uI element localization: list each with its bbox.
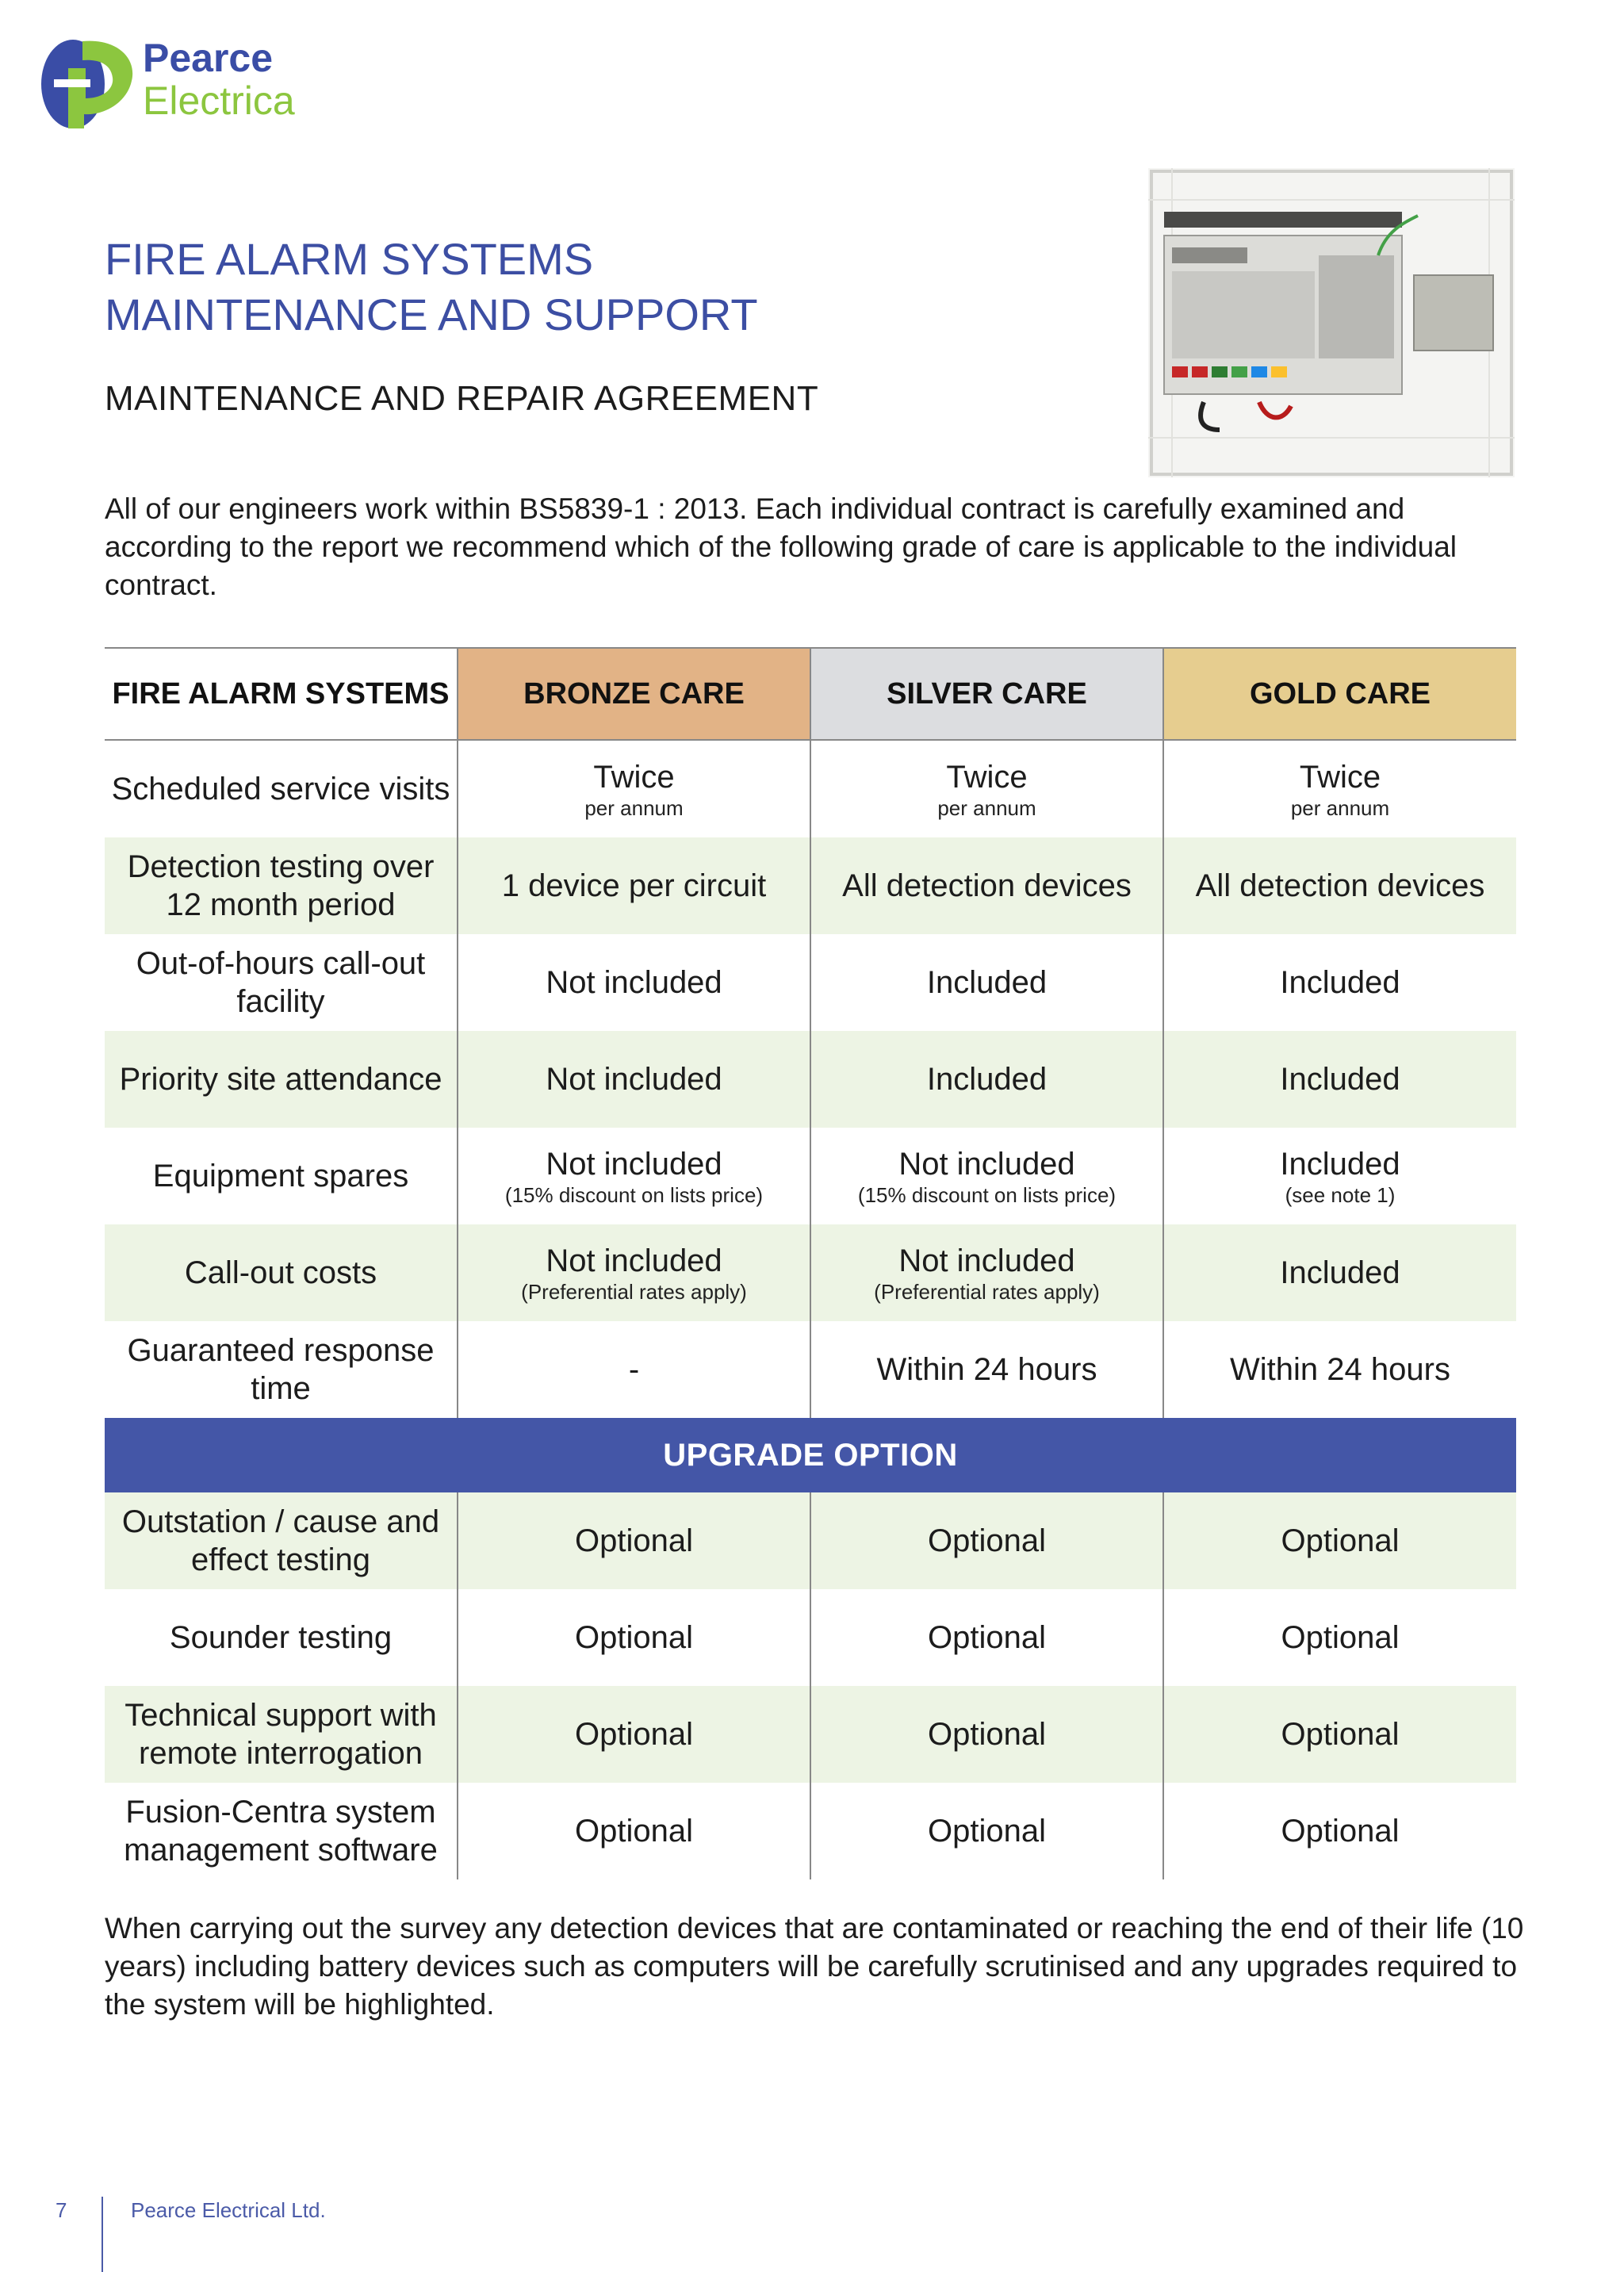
row-label: Fusion-Centra system management software (124, 1795, 438, 1868)
footer-divider (102, 2197, 103, 2272)
silver-cell (810, 740, 1163, 837)
cell-value: Twice (1299, 760, 1381, 795)
row-label: Scheduled service visits (111, 772, 450, 807)
cell-note: (Preferential rates apply) (874, 1280, 1100, 1304)
row-label: Sounder testing (169, 1620, 393, 1655)
bronze-cell: Optional (458, 1686, 810, 1783)
silver-cell: All detection devices (810, 837, 1163, 934)
silver-cell: Optional (810, 1589, 1163, 1686)
table-row (105, 1783, 1516, 1879)
page-title (105, 232, 758, 343)
header-fire-alarm-systems: FIRE ALARM SYSTEMS (105, 648, 458, 740)
row-label: Call-out costs (105, 1224, 458, 1321)
cell-note: per annum (937, 796, 1036, 820)
care-comparison-table (105, 647, 1516, 1879)
cell-note: (see note 1) (1285, 1183, 1396, 1207)
bronze-cell (458, 1224, 810, 1321)
cell-note: (15% discount on lists price) (504, 1183, 764, 1207)
bronze-cell: Optional (458, 1492, 810, 1589)
silver-cell (810, 1128, 1163, 1224)
silver-cell: Included (810, 1031, 1163, 1128)
cell-value: Twice (946, 760, 1028, 795)
table-row (105, 1128, 1516, 1224)
table-row (105, 1492, 1516, 1589)
upgrade-option-banner (105, 1418, 1516, 1492)
cell-value: Not included (898, 1243, 1075, 1278)
table-row (105, 1686, 1516, 1783)
header-silver-care: SILVER CARE (810, 648, 1163, 740)
fire-alarm-panel-image (1148, 168, 1515, 477)
table-row (105, 1321, 1516, 1418)
row-label: Technical support with remote interrogation (105, 1686, 458, 1783)
cell-value: Not included (546, 1243, 722, 1278)
gold-cell: Optional (1163, 1589, 1516, 1686)
cell-note: (15% discount on lists price) (857, 1183, 1116, 1207)
row-label: Out-of-hours call-out facility (136, 946, 426, 1019)
gold-cell: Included (1163, 1224, 1516, 1321)
row-label: Equipment spares (152, 1159, 409, 1193)
gold-cell: Optional (1163, 1686, 1516, 1783)
bronze-cell (458, 740, 810, 837)
title-line-1: FIRE ALARM SYSTEMS (105, 234, 594, 284)
cell-value: Twice (593, 760, 675, 795)
bronze-cell: Not included (458, 934, 810, 1031)
header-gold-care: GOLD CARE (1163, 648, 1516, 740)
intro-paragraph: All of our engineers work within BS5839-1 : 2013. Each individual contract is carefully examined and according to the report we recommend which of the following grade of care is applicable to the individual contract. (105, 492, 1457, 601)
gold-cell (1163, 740, 1516, 837)
gold-cell: Optional (1163, 1492, 1516, 1589)
bronze-cell: 1 device per circuit (458, 837, 810, 934)
logo-mark-icon (38, 35, 137, 134)
row-label: Priority site attendance (105, 1031, 458, 1128)
company-logo (38, 35, 324, 138)
silver-cell: Included (810, 934, 1163, 1031)
gold-cell: Included (1163, 1031, 1516, 1128)
row-label: Outstation / cause and effect testing (105, 1492, 458, 1589)
row-label: Detection testing over 12 month period (105, 837, 458, 934)
cell-value: Not included (898, 1147, 1075, 1182)
cell-note: per annum (1290, 796, 1390, 820)
silver-cell: Optional (810, 1783, 1163, 1879)
cell-note: per annum (584, 796, 684, 820)
bronze-cell (458, 1128, 810, 1224)
bronze-cell: Not included (458, 1031, 810, 1128)
gold-cell: Within 24 hours (1163, 1321, 1516, 1418)
title-line-2: MAINTENANCE AND SUPPORT (105, 289, 758, 339)
silver-cell: Optional (810, 1492, 1163, 1589)
closing-paragraph: When carrying out the survey any detection devices that are contaminated or reaching the end of their life (10 years) including battery devices such as computers will be carefully scrutinised and any upgrades required to the system will be highlighted. (105, 1912, 1524, 2021)
bronze-cell: Optional (458, 1589, 810, 1686)
upgrade-option-label: UPGRADE OPTION (105, 1418, 1516, 1492)
header-bronze-care: BRONZE CARE (458, 648, 810, 740)
bronze-cell: - (458, 1321, 810, 1418)
bronze-cell: Optional (458, 1783, 810, 1879)
table-header-row (105, 648, 1516, 740)
logo-name-line1: Pearce (143, 36, 274, 80)
table-row (105, 1031, 1516, 1128)
footer-company: Pearce Electrical Ltd. (131, 2198, 326, 2222)
table-row (105, 1589, 1516, 1686)
gold-cell (1163, 1128, 1516, 1224)
cell-value: Included (1280, 1147, 1400, 1182)
gold-cell: Optional (1163, 1783, 1516, 1879)
row-label: Guaranteed response time (127, 1333, 435, 1406)
table-row (105, 934, 1516, 1031)
table-row (105, 837, 1516, 934)
page-number: 7 (56, 2198, 67, 2222)
gold-cell: Included (1163, 934, 1516, 1031)
gold-cell: All detection devices (1163, 837, 1516, 934)
table-row (105, 1224, 1516, 1321)
silver-cell (810, 1224, 1163, 1321)
table-row (105, 740, 1516, 837)
cell-note: (Preferential rates apply) (521, 1280, 747, 1304)
page-subtitle: MAINTENANCE AND REPAIR AGREEMENT (105, 379, 819, 418)
silver-cell: Within 24 hours (810, 1321, 1163, 1418)
logo-name-line2: Electrica (143, 79, 295, 123)
silver-cell: Optional (810, 1686, 1163, 1783)
cell-value: Not included (546, 1147, 722, 1182)
